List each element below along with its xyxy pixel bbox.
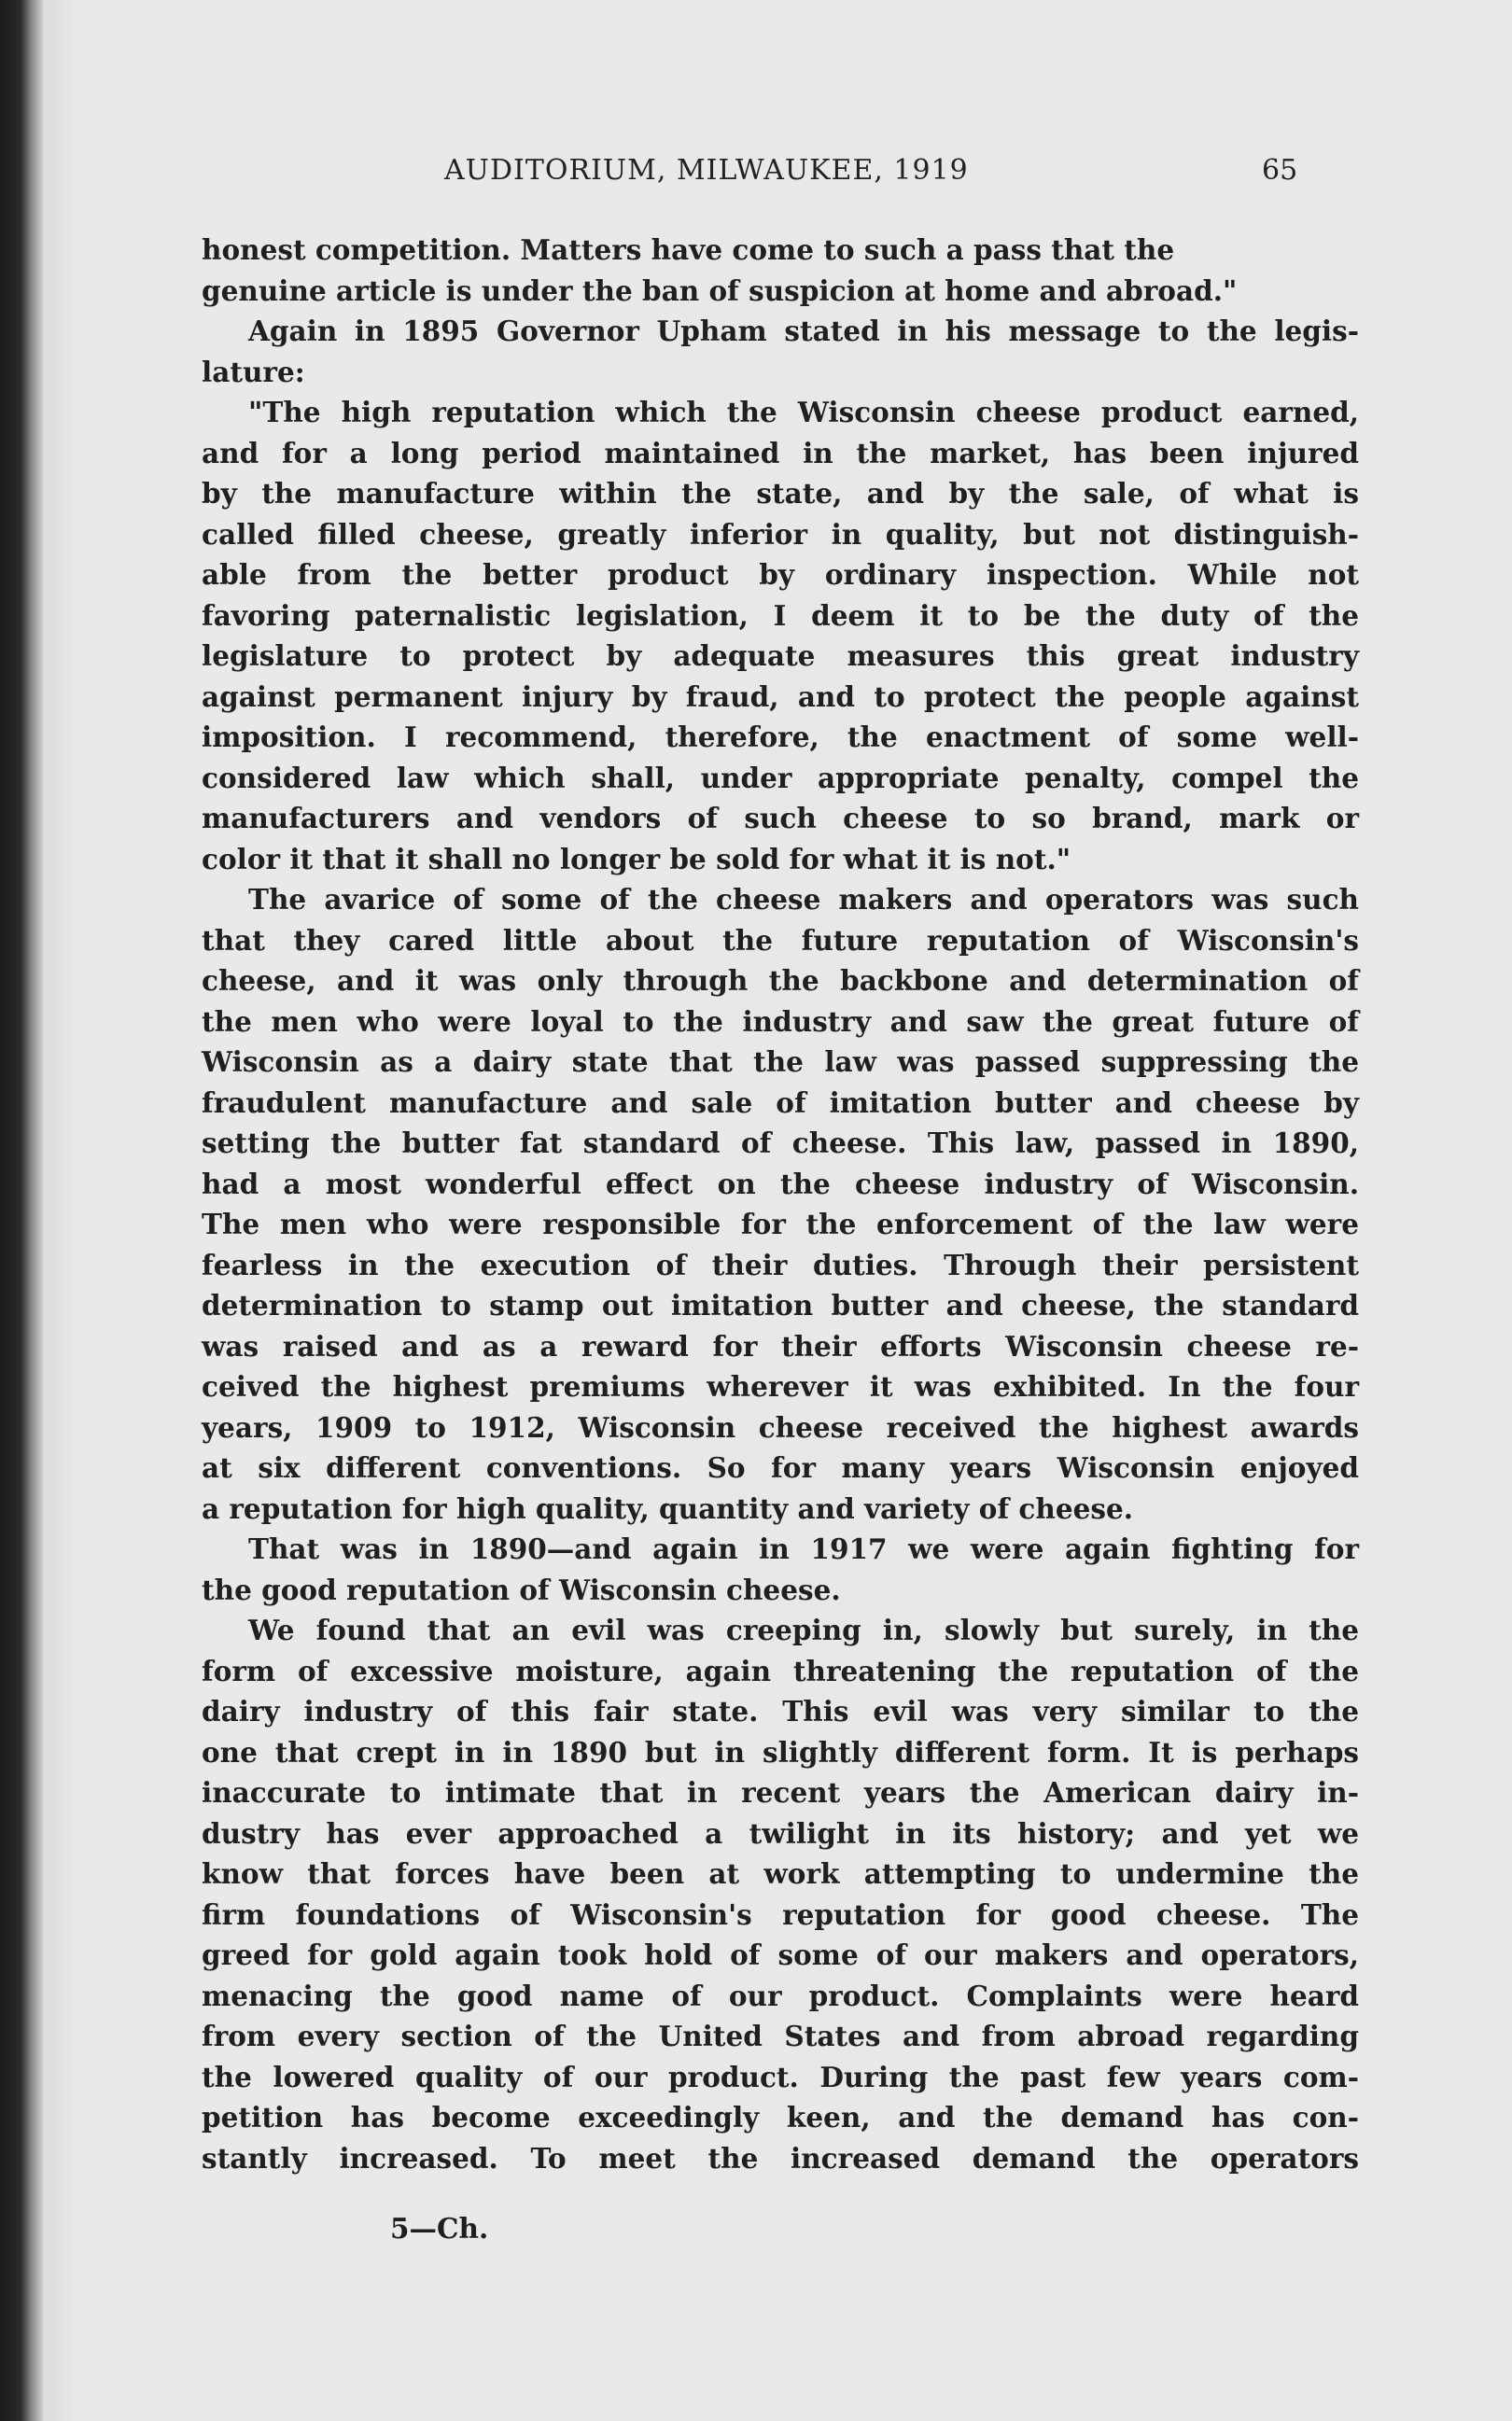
page-number: 65 <box>1262 154 1298 187</box>
text-line: against permanent injury by fraud, and to protect the people against <box>202 679 1359 713</box>
text-line: petition has become exceedingly keen, and the demand has con- <box>202 2101 1359 2134</box>
running-title: AUDITORIUM, MILWAUKEE, 1919 <box>444 154 969 187</box>
text-line: years, 1909 to 1912, Wisconsin cheese received the highest awards <box>202 1410 1359 1444</box>
text-line: genuine article is under the ban of suspicion at home and abroad." <box>202 273 1238 307</box>
text-line: cheese, and it was only through the backbone and determination of <box>202 964 1359 997</box>
text-line: able from the better product by ordinary inspection. While not <box>202 558 1359 591</box>
text-line: honest competition. Matters have come to such a pass that the <box>202 233 1175 266</box>
text-line: That was in 1890—and again in 1917 we were again fighting for <box>248 1532 1359 1565</box>
text-line: was raised and as a reward for their efforts Wisconsin cheese re- <box>202 1329 1359 1363</box>
text-line: a reputation for high quality, quantity and variety of cheese. <box>202 1491 1134 1525</box>
text-line: know that forces have been at work attempting to undermine the <box>202 1857 1359 1890</box>
text-line: fraudulent manufacture and sale of imitation butter and cheese by <box>202 1085 1359 1119</box>
text-line: dairy industry of this fair state. This evil was very similar to the <box>202 1695 1359 1728</box>
text-line: the lowered quality of our product. During the past few years com- <box>202 2060 1359 2093</box>
body-text <box>202 230 1359 2178</box>
text-line: by the manufacture within the state, and by the sale, of what is <box>202 477 1359 510</box>
text-line: the good reputation of Wisconsin cheese. <box>202 1573 841 1606</box>
text-line: called filled cheese, greatly inferior in quality, but not distinguish- <box>202 517 1359 551</box>
text-line: at six different conventions. So for many years Wisconsin enjoyed <box>202 1451 1359 1484</box>
text-line: form of excessive moisture, again threatening the reputation of the <box>202 1654 1359 1687</box>
text-line: fearless in the execution of their duties. Through their persistent <box>202 1248 1359 1281</box>
text-line: determination to stamp out imitation butter and cheese, the standard <box>202 1289 1359 1322</box>
text-line: The men who were responsible for the enforcement of the law were <box>202 1208 1359 1240</box>
text-line: favoring paternalistic legislation, I deem it to be the duty of the <box>202 598 1359 632</box>
text-line: imposition. I recommend, therefore, the enactment of some well- <box>202 721 1359 753</box>
text-line: We found that an evil was creeping in, slowly but surely, in the <box>248 1614 1359 1646</box>
text-line: considered law which shall, under appropriate penalty, compel the <box>202 761 1359 794</box>
text-line: that they cared little about the future reputation of Wisconsin's <box>202 923 1359 957</box>
text-line: "The high reputation which the Wisconsin cheese product earned, <box>248 396 1359 428</box>
text-line: and for a long period maintained in the market, has been injured <box>202 436 1359 469</box>
text-line: manufacturers and vendors of such cheese to so brand, mark or <box>202 802 1359 834</box>
text-line: Again in 1895 Governor Upham stated in his message to the legis- <box>248 315 1359 347</box>
text-line: greed for gold again took hold of some of our makers and operators, <box>202 1938 1359 1971</box>
text-line: one that crept in in 1890 but in slightly different form. It is perhaps <box>202 1735 1359 1769</box>
text-line: stantly increased. To meet the increased demand the operators <box>202 2141 1359 2175</box>
text-line: setting the butter fat standard of cheese. This law, passed in 1890, <box>202 1127 1359 1159</box>
book-page <box>43 0 1512 2421</box>
text-line: legislature to protect by adequate measures this great industry <box>202 639 1359 672</box>
text-line: lature: <box>202 355 305 388</box>
text-line: menacing the good name of our product. Complaints were heard <box>202 1979 1359 2012</box>
text-line: the men who were loyal to the industry and saw the great future of <box>202 1004 1359 1038</box>
text-line: had a most wonderful effect on the cheese industry of Wisconsin. <box>202 1167 1359 1200</box>
book-spine-shadow <box>0 0 43 2421</box>
signature-mark: 5—Ch. <box>390 2212 489 2245</box>
text-line: from every section of the United States and from abroad regarding <box>202 2020 1359 2052</box>
text-line: The avarice of some of the cheese makers and operators was such <box>248 883 1359 916</box>
text-line: dustry has ever approached a twilight in its history; and yet we <box>202 1816 1359 1850</box>
text-line: ceived the highest premiums wherever it was exhibited. In the four <box>202 1370 1359 1403</box>
text-line: firm foundations of Wisconsin's reputation for good cheese. The <box>202 1897 1359 1931</box>
text-line: color it that it shall no longer be sold for what it is not." <box>202 842 1071 875</box>
text-line: inaccurate to intimate that in recent years the American dairy in- <box>202 1776 1359 1809</box>
text-line: Wisconsin as a dairy state that the law was passed suppressing the <box>202 1045 1359 1078</box>
running-header <box>43 154 1512 201</box>
